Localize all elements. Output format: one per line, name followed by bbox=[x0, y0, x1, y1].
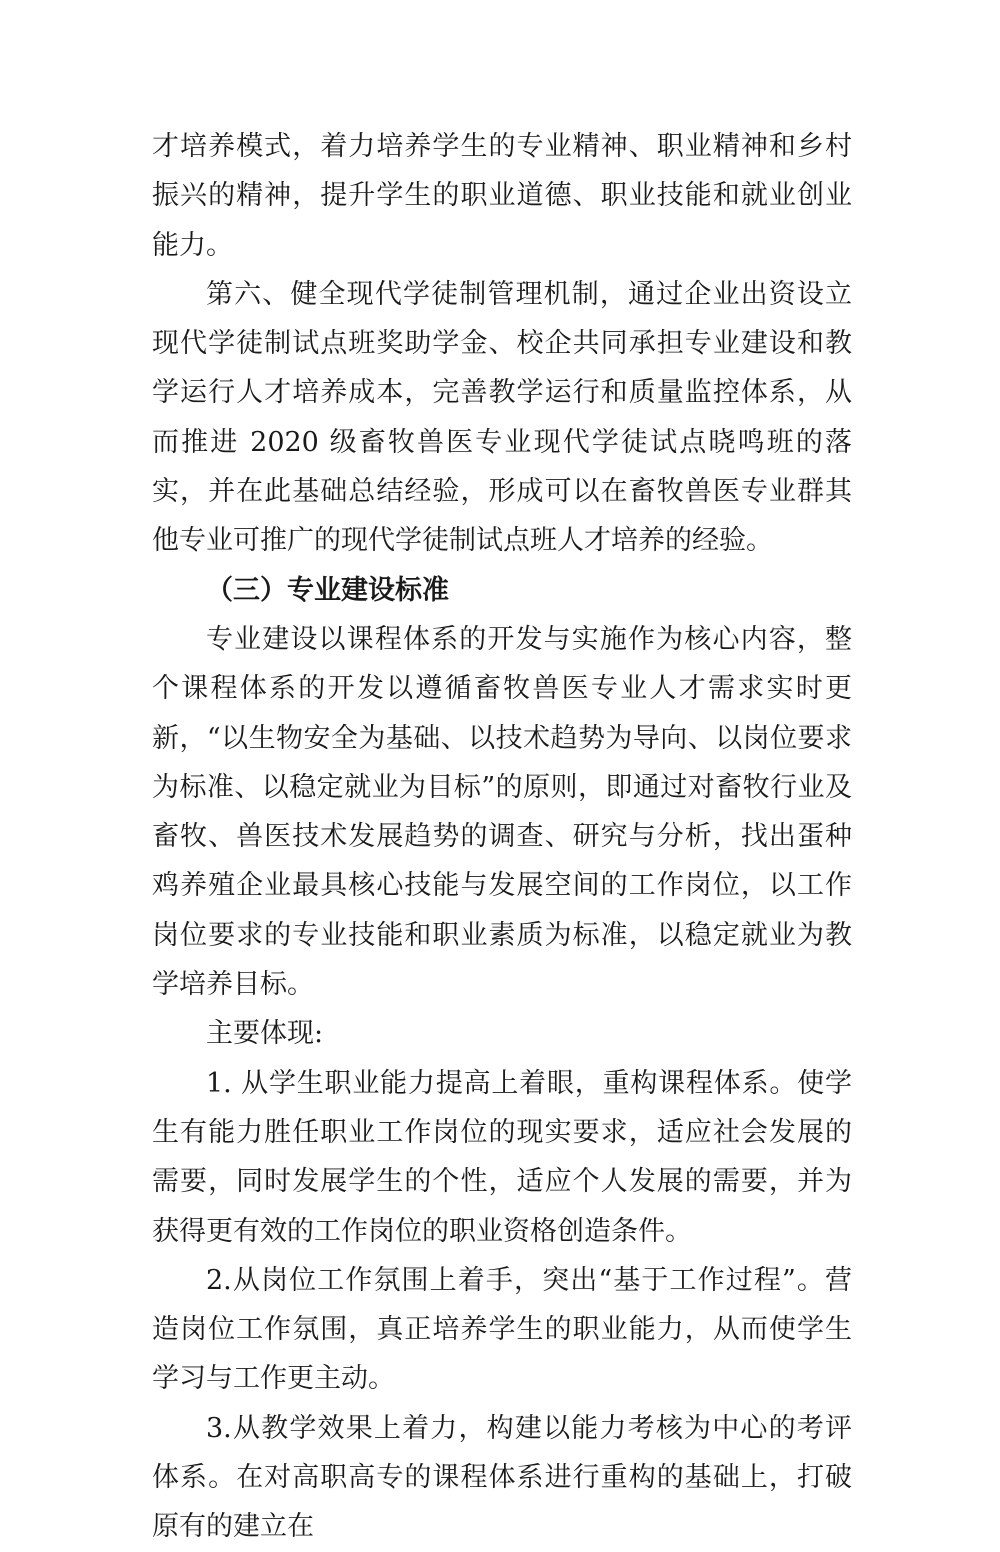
document-body bbox=[152, 122, 852, 1552]
paragraph-main-points: 主要体现: bbox=[206, 1018, 324, 1050]
paragraph-mechanism: 第六、健全现代学徒制管理机制，通过企业出资设立现代学徒制试点班奖助学金、校企共同承担专业建设和教学运行人才培养成本，完善教学运行和质量监控体系，从而推进 2020 级畜牧兽医专业现代学徒试点晓鸣班的落实，并在此基础总结经验，形成可以在畜牧兽医专业群其他专业可推广的现代学徒制试点班人才培养的经验。 bbox=[152, 278, 852, 557]
paragraph-point-2: 2.从岗位工作氛围上着手，突出“基于工作过程”。营造岗位工作氛围，真正培养学生的职业能力，从而使学生学习与工作更主动。 bbox=[152, 1264, 852, 1395]
paragraph-continuation: 才培养模式，着力培养学生的专业精神、职业精神和乡村振兴的精神，提升学生的职业道德、职业技能和就业创业能力。 bbox=[152, 131, 852, 261]
section-heading: （三）专业建设标准 bbox=[206, 574, 449, 606]
paragraph-standards: 专业建设以课程体系的开发与实施作为核心内容，整个课程体系的开发以遵循畜牧兽医专业人才需求实时更新，“以生物安全为基础、以技术趋势为导向、以岗位要求为标准、以稳定就业为目标”的原则，即通过对畜牧行业及畜牧、兽医技术发展趋势的调查、研究与分析，找出蛋种鸡养殖企业最具核心技能与发展空间的工作岗位，以工作岗位要求的专业技能和职业素质为标准，以稳定就业为教学培养目标。 bbox=[152, 623, 852, 1001]
paragraph-point-1: 1. 从学生职业能力提高上着眼，重构课程体系。使学生有能力胜任职业工作岗位的现实要求，适应社会发展的需要，同时发展学生的个性，适应个人发展的需要，并为获得更有效的工作岗位的职业资格创造条件。 bbox=[152, 1067, 852, 1247]
paragraph-point-3: 3.从教学效果上着力，构建以能力考核为中心的考评体系。在对高职高专的课程体系进行重构的基础上，打破原有的建立在 bbox=[152, 1412, 852, 1543]
